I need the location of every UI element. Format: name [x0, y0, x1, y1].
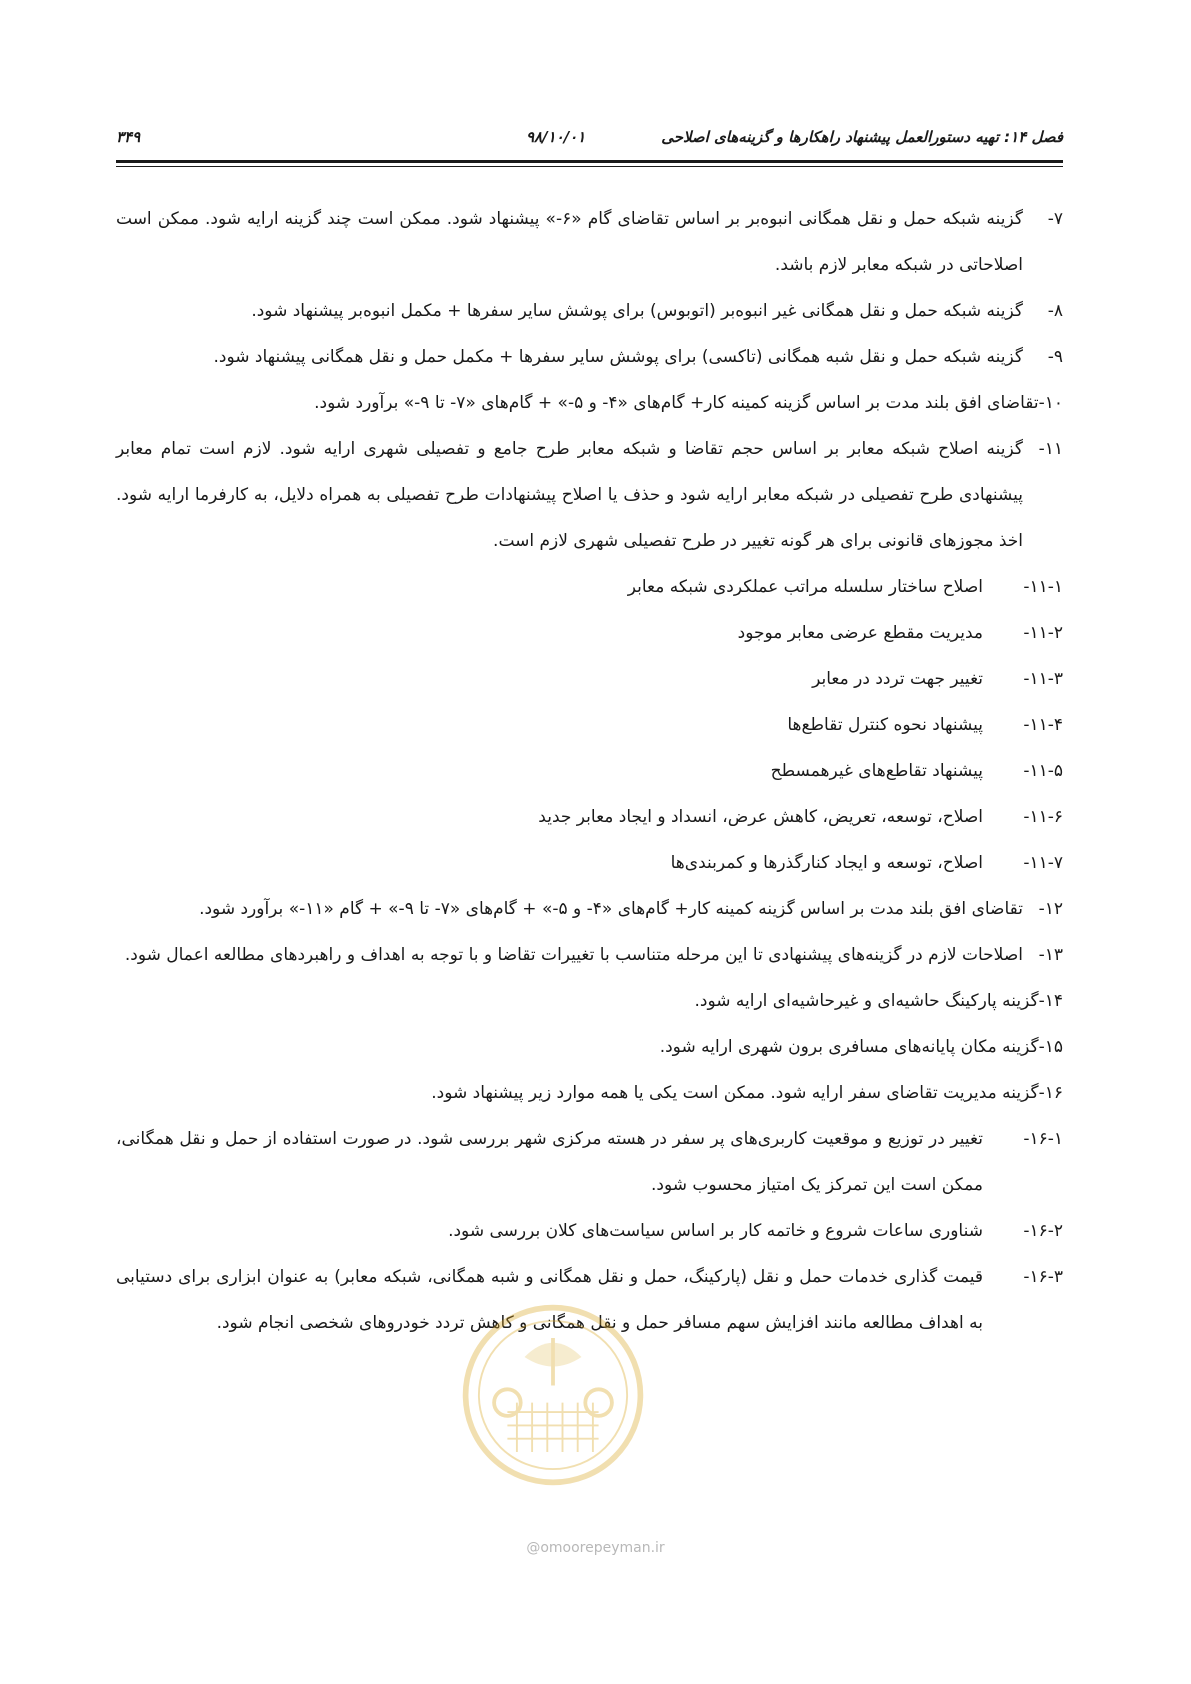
list-item: ۱۴-گزینه پارکینگ حاشیه‌ای و غیرحاشیه‌ای ارایه شود.	[694, 991, 1063, 1011]
list-item: ۷- گزینه شبکه حمل و نقل همگانی انبوه‌بر بر اساس تقاضای گام «۶-» پیشنهاد شود. ممکن است چند گزینه ارایه شود. ممکن است اصلاحاتی در شبکه معابر لازم باشد.	[116, 209, 1063, 275]
list-subitem: ۱۱-۷- اصلاح، توسعه و ایجاد کنارگذرها و کمربندی‌ها	[670, 853, 1063, 873]
list-subitem: ۱۱-۲- مدیریت مقطع عرضی معابر موجود	[737, 623, 1063, 643]
page-number: ۳۴۹	[116, 128, 141, 146]
header-rule-thick	[116, 160, 1063, 163]
list-item: ۱۶-گزینه مدیریت تقاضای سفر ارایه شود. ممکن است یکی یا همه موارد زیر پیشنهاد شود.	[431, 1083, 1063, 1103]
list-subitem: ۱۶-۲- شناوری ساعات شروع و خاتمه کار بر اساس سیاست‌های کلان بررسی شود.	[448, 1221, 1063, 1241]
list-subitem: ۱۱-۱- اصلاح ساختار سلسله مراتب عملکردی شبکه معابر	[627, 577, 1063, 597]
list-subitem: ۱۱-۶- اصلاح، توسعه، تعریض، کاهش عرض، انسداد و ایجاد معابر جدید	[538, 807, 1063, 827]
list-subitem: ۱۱-۵- پیشنهاد تقاطع‌های غیرهمسطح	[770, 761, 1063, 781]
header-date: ۹۸/۱۰/۰۱	[526, 128, 586, 146]
list-subitem: ۱۶-۱- تغییر در توزیع و موقعیت کاربری‌های پر سفر در هسته مرکزی شهر بررسی شود. در صورت استفاده از حمل و نقل همگانی، ممکن است این تمرکز یک امتیاز محسوب شود.	[116, 1129, 1063, 1195]
list-item: ۹- گزینه شبکه حمل و نقل شبه همگانی (تاکسی) برای پوشش سایر سفرها + مکمل حمل و نقل همگانی پیشنهاد شود.	[213, 347, 1063, 367]
body-content	[116, 196, 1063, 1346]
list-item: ۸- گزینه شبکه حمل و نقل همگانی غیر انبوه‌بر (اتوبوس) برای پوشش سایر سفرها + مکمل انبوه‌بر پیشنهاد شود.	[251, 301, 1063, 321]
watermark-site: @omoorepeyman.ir	[526, 1540, 665, 1556]
chapter-title: فصل ۱۴: تهیه دستورالعمل پیشنهاد راهکارها و گزینه‌های اصلاحی	[661, 128, 1063, 146]
page-header	[116, 128, 1063, 152]
watermark-logo-icon	[458, 1300, 648, 1490]
list-item: ۱۵-گزینه مکان پایانه‌های مسافری برون شهری ارایه شود.	[659, 1037, 1063, 1057]
list-item: ۱۲- تقاضای افق بلند مدت بر اساس گزینه کمینه کار+ گام‌های «۴- و ۵-» + گام‌های «۷- تا ۹-» + گام «۱۱-» برآورد شود.	[199, 899, 1063, 919]
list-item: ۱۳- اصلاحات لازم در گزینه‌های پیشنهادی تا این مرحله متناسب با تغییرات تقاضا و با توجه به اهداف و راهبردهای مطالعه اعمال شود.	[124, 945, 1063, 965]
list-subitem: ۱۶-۳- قیمت گذاری خدمات حمل و نقل (پارکینگ، حمل و نقل همگانی و شبه همگانی، شبکه معابر) به عنوان ابزاری برای دستیابی به اهداف مطالعه مانند افزایش سهم مسافر حمل و نقل همگانی و کاهش تردد خودروهای شخصی انجام شود.	[116, 1267, 1063, 1333]
list-subitem: ۱۱-۴- پیشنهاد نحوه کنترل تقاطع‌ها	[787, 715, 1063, 735]
list-subitem: ۱۱-۳- تغییر جهت تردد در معابر	[812, 669, 1063, 689]
list-item: ۱۰-تقاضای افق بلند مدت بر اساس گزینه کمینه کار+ گام‌های «۴- و ۵-» + گام‌های «۷- تا ۹-» برآورد شود.	[314, 393, 1063, 413]
list-item: ۱۱- گزینه اصلاح شبکه معابر بر اساس حجم تقاضا و شبکه معابر طرح جامع و تفصیلی شهری ارایه شود. لازم است تمام معابر پیشنهادی طرح تفصیلی در شبکه معابر ارایه شود و حذف یا اصلاح پیشنهادات طرح تفصیلی به همراه دلایل، به کارفرما ارایه شود. اخذ مجوزهای قانونی برای هر گونه تغییر در طرح تفصیلی شهری لازم است.	[116, 439, 1063, 551]
header-rule-thin	[116, 166, 1063, 167]
